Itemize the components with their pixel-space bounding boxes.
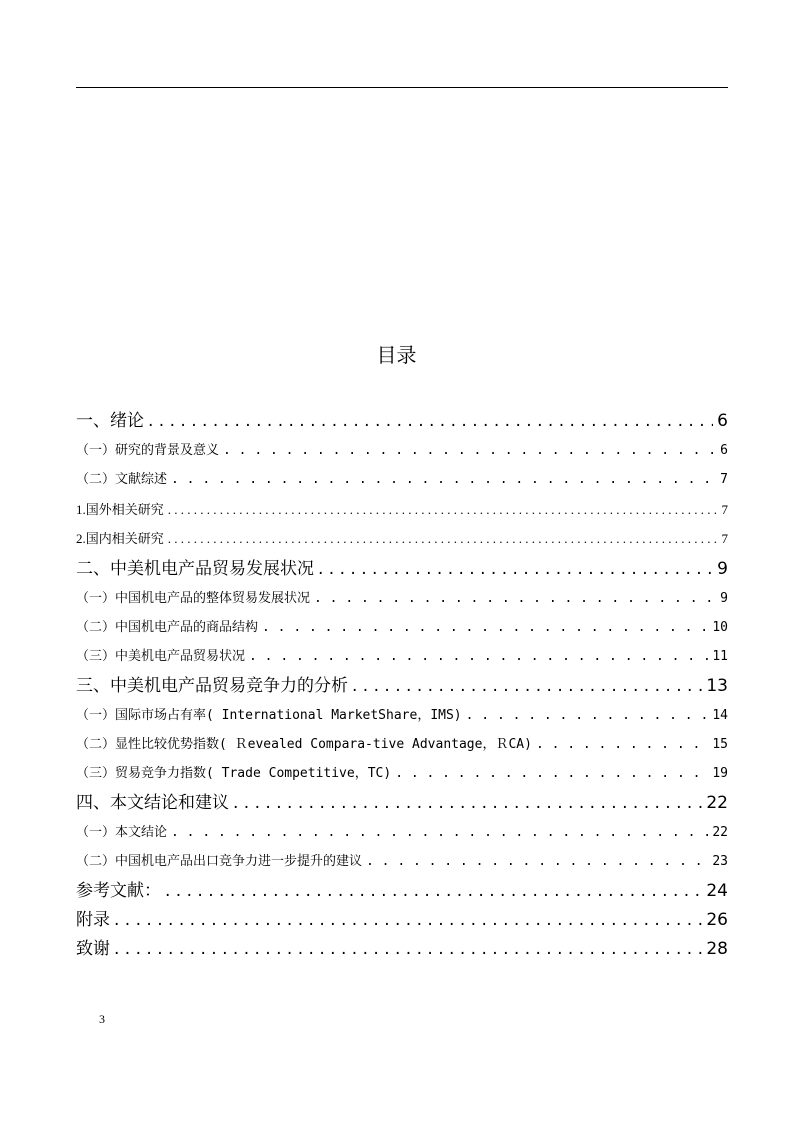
toc-entry-page: 23 xyxy=(712,854,728,869)
toc-entry-page: 19 xyxy=(712,766,728,781)
toc-entry-page: 7 xyxy=(721,531,728,546)
dot-leader xyxy=(168,500,718,520)
dot-leader xyxy=(466,706,709,726)
toc-entry-label: 三、中美机电产品贸易竞争力的分析 xyxy=(76,676,348,696)
toc-entry-label: （一）国际市场占有率( International MarketShare，IMS) xyxy=(76,708,462,723)
toc-entry-page: 7 xyxy=(721,502,728,517)
dot-leader xyxy=(318,557,713,581)
toc-entry[interactable] xyxy=(76,791,728,815)
toc-entry[interactable] xyxy=(76,674,728,698)
toc-entry-page: 13 xyxy=(706,676,728,696)
dot-leader xyxy=(165,879,702,903)
dot-leader xyxy=(223,441,716,461)
toc-entry-page: 22 xyxy=(712,825,728,840)
dot-leader xyxy=(262,618,708,638)
toc-entry-page: 14 xyxy=(712,708,728,723)
toc-entry-page: 11 xyxy=(712,649,728,664)
toc-entry[interactable] xyxy=(76,589,728,609)
toc-entry-label: 1.国外相关研究 xyxy=(76,502,164,517)
toc-entry[interactable] xyxy=(76,618,728,638)
toc-entry-label: （一）本文结论 xyxy=(76,825,168,840)
toc-entry-label: （二）文献综述 xyxy=(76,472,168,487)
dot-leader xyxy=(148,409,713,433)
toc-entry-page: 6 xyxy=(717,411,728,431)
toc-entry[interactable] xyxy=(76,500,728,520)
toc-entry[interactable] xyxy=(76,557,728,581)
toc-entry-page: 28 xyxy=(706,939,728,959)
toc-entry-page: 9 xyxy=(717,559,728,579)
dot-leader xyxy=(114,937,702,961)
toc-entry[interactable] xyxy=(76,647,728,667)
dot-leader xyxy=(395,764,708,784)
header-rule xyxy=(76,87,728,88)
toc-entry[interactable] xyxy=(76,879,728,903)
dot-leader xyxy=(536,735,708,755)
toc-entry[interactable] xyxy=(76,470,728,490)
toc-entry[interactable] xyxy=(76,823,728,843)
dot-leader xyxy=(171,470,716,490)
toc-entry[interactable] xyxy=(76,937,728,961)
toc-entry[interactable] xyxy=(76,529,728,549)
toc-entry-label: （二）中国机电产品的商品结构 xyxy=(76,620,259,635)
toc-entry-label: 参考文献： xyxy=(76,881,161,901)
toc-entry[interactable] xyxy=(76,409,728,433)
toc-entry-label: 一、绪论 xyxy=(76,411,144,431)
toc-entry-page: 22 xyxy=(706,793,728,813)
toc-entry-label: （二）显性比较优势指数( Ｒevealed Compara-tive Advantage，ＲCA) xyxy=(76,737,532,752)
toc-entry-page: 6 xyxy=(720,443,728,458)
toc-entry-label: （二）中国机电产品出口竞争力进一步提升的建议 xyxy=(76,854,363,869)
toc-entry-page: 24 xyxy=(706,881,728,901)
dot-leader xyxy=(366,852,708,872)
dot-leader xyxy=(168,529,718,549)
toc-entry[interactable] xyxy=(76,441,728,461)
toc-entry-label: 致谢 xyxy=(76,939,110,959)
toc-entry[interactable] xyxy=(76,735,728,755)
toc-entry-label: （一）研究的背景及意义 xyxy=(76,443,220,458)
toc-entry-label: 2.国内相关研究 xyxy=(76,531,164,546)
toc-entry-label: 二、中美机电产品贸易发展状况 xyxy=(76,559,314,579)
toc-entry-page: 7 xyxy=(720,472,728,487)
toc-entry-label: 四、本文结论和建议 xyxy=(76,793,229,813)
toc-entry-page: 15 xyxy=(712,737,728,752)
toc-entry[interactable] xyxy=(76,908,728,932)
dot-leader xyxy=(249,647,708,667)
dot-leader xyxy=(352,674,702,698)
toc-entry-page: 10 xyxy=(712,620,728,635)
dot-leader xyxy=(314,589,716,609)
toc-entry-page: 26 xyxy=(706,910,728,930)
toc-entry-label: （一）中国机电产品的整体贸易发展状况 xyxy=(76,591,311,606)
dot-leader xyxy=(171,823,708,843)
dot-leader xyxy=(233,791,702,815)
toc-entry-label: 附录 xyxy=(76,910,110,930)
toc-entry[interactable] xyxy=(76,764,728,784)
toc-entry-label: （三）贸易竞争力指数( Trade Competitive，TC) xyxy=(76,766,392,781)
toc-entry[interactable] xyxy=(76,852,728,872)
toc-entry[interactable] xyxy=(76,706,728,726)
toc-title: 目录 xyxy=(376,343,417,367)
dot-leader xyxy=(114,908,702,932)
toc-entry-page: 9 xyxy=(720,591,728,606)
toc-entry-label: （三）中美机电产品贸易状况 xyxy=(76,649,246,664)
page-number: 3 xyxy=(99,1012,105,1026)
